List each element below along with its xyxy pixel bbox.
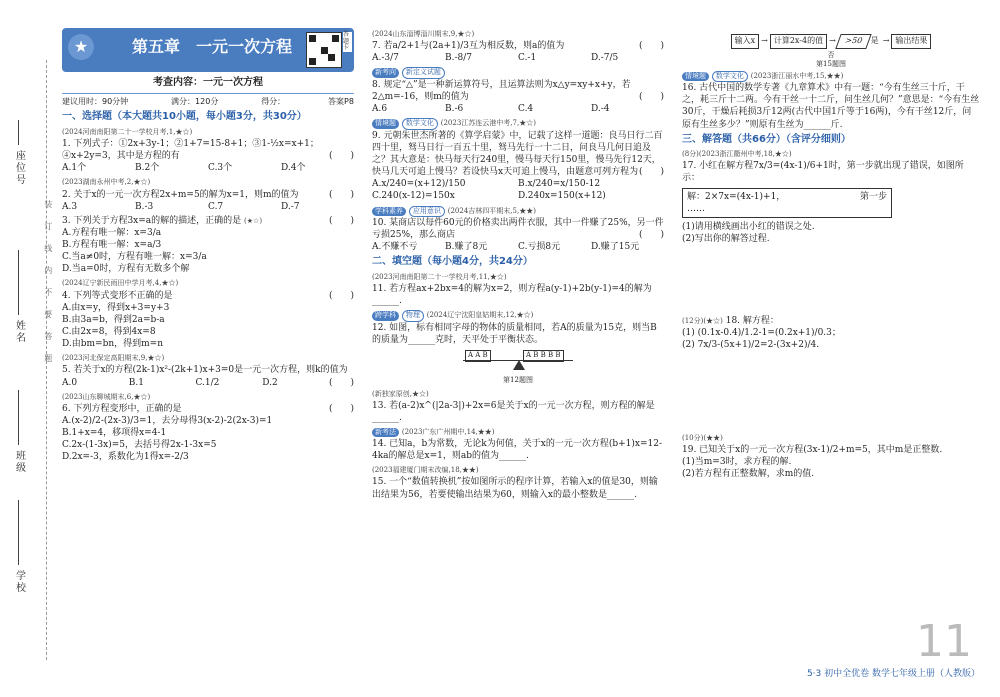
q3-opt-c: C.当a≠0时，方程有唯一解：x=3/a (62, 252, 207, 263)
q6-opt-c: C.2x-(1-3x)=5，去括号得2x-1-3x=5 (62, 440, 217, 451)
q16-tag: 情境题 (682, 72, 709, 81)
time-info: 建议用时：90分钟 (62, 96, 129, 106)
q6-opt-b: B.1+x=4，移项得x=4-1 (62, 428, 167, 439)
class-line (18, 390, 19, 445)
question-19 (682, 432, 980, 481)
flow-calc: 计算2x-4的值 (770, 34, 827, 49)
q10-opt-a: A.不赚不亏 (372, 242, 418, 253)
question-12 (372, 309, 664, 385)
q7-opt-b: B.-8/7 (445, 53, 472, 64)
question-14 (372, 426, 664, 462)
q3-source: (★☆) (244, 216, 263, 225)
q2-stem: 2. 关于x的一元一次方程2x+m=5的解为x=1，则m的值为 (62, 189, 299, 200)
q2-opt-b: B.-3 (135, 201, 154, 212)
question-13 (372, 388, 664, 424)
q7-opt-a: A.-3/7 (372, 53, 399, 64)
question-2: (2023湖南永州中考,2,★☆) 2. 关于x的一元一次方程2x+m=5的解为x=1，则m的值为 ( ) A.3 B.-3 C.7 D.-7 (62, 178, 354, 212)
q9-opt-c: C.240(x-12)=150x (372, 191, 455, 202)
name-line (18, 250, 19, 315)
q19-sub2: (2)若方程有正整数解，求m的值. (682, 469, 815, 479)
school-line (18, 500, 19, 565)
binding-margin (0, 0, 58, 697)
q13-source: (新独家原创,★☆) (372, 389, 429, 398)
q18-eq1: (1) (0.1x-0.4)/1.2-1=(0.2x+1)/0.3； (682, 328, 841, 339)
q10-tag2: 应用意识 (409, 206, 445, 217)
q16-stem: 16. 古代中国的数学专著《九章算术》中有一题：“今有生丝三十斤，干之，耗三斤十二两。今有干丝一十二斤，问生丝几何？”意思是：“今有生丝30斤，干燥后耗损3斤12两(古代中国1斤等于16两)，今有干丝12斤，问原有生丝多少？”则原有生丝为______斤. (682, 83, 980, 130)
q4-opt-d: D.由bm=bn，得到m=n (62, 339, 164, 350)
score-info: 满分：120分 (171, 96, 219, 106)
q2-opt-c: C.7 (208, 201, 224, 212)
column-2 (372, 28, 664, 503)
q5-source: (2023河北保定高阳期末,9,★☆) (62, 354, 165, 363)
page-number: 11 (916, 616, 972, 667)
q8-opt-d: D.-4 (591, 104, 610, 115)
q17-work-box (682, 188, 892, 218)
question-17 (682, 148, 980, 245)
exam-info (62, 97, 354, 108)
q18-stem: 18. 解方程： (725, 316, 779, 327)
q9-source: (2023江苏连云港中考,7,★☆) (440, 119, 536, 128)
flow-output: 输出结果 (891, 34, 931, 49)
column-1 (62, 28, 354, 466)
q3-opt-d: D.当a=0时，方程有无数多个解 (62, 264, 190, 275)
q12-tag: 跨学科 (372, 311, 399, 320)
q5-opt-a: A.0 (62, 377, 78, 388)
q14-stem: 14. 已知a，b为常数，无论k为何值，关于x的一元一次方程(b+1)x=12-4ka的解总是x=1，则ab的值为______. (372, 439, 662, 462)
q6-opt-a: A.(x-2)/2-(2x-3)/3=1，去分母得3(x-2)-2(2x-3)=1 (62, 416, 273, 427)
q12-stem: 12. 如图，标有相同字母的物体的质量相同，若A的质量为15克，则当B的质量为______克时，天平处于平衡状态。 (372, 322, 657, 345)
q4-stem: 4. 下列等式变形不正确的是 (62, 290, 173, 301)
q5-stem: 5. 若关于x的方程(2k-1)x²-(2k+1)x+3=0是一元一次方程，则k的值为 (62, 365, 348, 376)
q8-stem: 8. 规定“△”是一种新运算符号，且运算法则为x△y=xy+x+y，若2△m=-16，则m的值为 (372, 79, 631, 102)
chapter-header (62, 28, 354, 72)
balance-pivot (513, 360, 525, 370)
qr-code-icon[interactable] (306, 32, 342, 68)
section-fill-title: 二、填空题（每小题4分，共24分） (372, 256, 533, 268)
q11-stem: 11. 若方程ax+2bx=4的解为x=2，则方程a(y-1)+2b(y-1)=4的解为______. (372, 284, 652, 307)
q12-caption: 第12题图 (503, 376, 533, 385)
q17-work: 解：2×7x=(4x-1)+1， (687, 191, 786, 202)
school-label: 学校 (13, 570, 25, 594)
q9-tag2: 数学文化 (402, 118, 438, 129)
q19-source: (10分)(★★) (682, 433, 723, 442)
question-15 (372, 464, 664, 500)
q17-sub2: (2)写出你的解答过程. (682, 234, 770, 245)
q16-tag2: 数学文化 (712, 71, 748, 82)
q2-opt-d: D.-7 (281, 201, 300, 212)
question-4: (2024辽宁新民雨田中学月考,4,★☆) 4. 下列等式变形不正确的是 ( ) A.由x=y，得到x+3=y+3 B.由3a=b，得到2a=b-a C.由2x=8，得到4x=8 D.由bm=bn，得到m=n (62, 279, 354, 350)
q14-tag: 新考法 (372, 428, 399, 437)
class-label: 班级 (13, 450, 25, 474)
q1-stem: 1. 下列式子：①2x+3y-1；②1+7=15-8+1；③1-½x=x+1；④x+2y=3，其中是方程的有 (62, 138, 319, 162)
question-7: (2024山东淄博淄川期末,9,★☆) 7. 若a/2+1与(2a+1)/3互为相反数，则a的值为 ( ) A.-3/7 B.-8/7 C.-1 D.-7/5 (372, 30, 664, 64)
question-3: 3. 下列关于方程3x=a的解的描述，正确的是 (★☆) ( ) A.方程有唯一解：x=3/a B.方程有唯一解：x=a/3 C.当a≠0时，方程有唯一解：x=3/a D.当a=0时，方程有无数多个解 (62, 215, 354, 275)
q13-stem: 13. 若(a-2)x^(|2a-3|)+2x=6是关于x的一元一次方程，则方程的解是______. (372, 400, 655, 423)
q15-source: (2023福建厦门期末改编,18,★★) (372, 466, 479, 475)
q9-tag: 情境题 (372, 119, 399, 128)
q8-opt-b: B.-6 (445, 104, 464, 115)
exam-scope: 考查内容：一元一次方程 (62, 76, 354, 94)
q3-opt-a: A.方程有唯一解：x=3/a (62, 227, 162, 238)
q10-opt-b: B.赚了8元 (445, 242, 488, 253)
flowchart: 输入x → 计算2x-4的值 → >50 是 → 输出结果 (682, 34, 980, 49)
q12-tag2: 物理 (402, 310, 424, 321)
q9-opt-b: B.x/240=x/150-12 (518, 179, 601, 190)
question-16 (682, 70, 980, 131)
q17-source: (8分)(2023浙江衢州中考,18,★☆) (682, 150, 792, 159)
q4-opt-b: B.由3a=b，得到2a=b-a (62, 314, 165, 325)
flow-cond: >50 (835, 34, 871, 49)
binding-warning: 装订线内不要答题 (43, 200, 53, 376)
seat-line (18, 120, 19, 145)
question-8: 新考向 新定义试题 8. 规定“△”是一种新运算符号，且运算法则为x△y=xy+x+y，若2△m=-16，则m的值为 ( ) A.6 B.-6 C.4 D.-4 (372, 68, 664, 115)
q17-step: 第一步 (859, 191, 887, 202)
question-10: 学科素养 应用意识 (2024吉林四平期末,5,★★) 10. 某商店以每件60元的价格卖出两件衣服，其中一件赚了25%，另一件亏损25%，那么商店 ( ) A.不赚不亏 B.赚了8元 C.亏损8元 D.赚了15元 (372, 206, 664, 253)
q2-source: (2023湖南永州中考,2,★☆) (62, 178, 151, 187)
q7-source: (2024山东淄博淄川期末,9,★☆) (372, 30, 475, 38)
q9-opt-d: D.240x=150(x+12) (518, 191, 606, 202)
q7-opt-c: C.-1 (518, 53, 537, 64)
chapter-title: 第五章 一元一次方程 (132, 37, 293, 56)
answer-ref: 答案P8 (328, 96, 354, 106)
q5-opt-b: B.1 (128, 377, 144, 388)
q12-source: (2024辽宁沈阳皇姑期末,12,★☆) (426, 311, 534, 320)
q19-stem: 19. 已知关于x的一元一次方程(3x-1)/2+m=5，其中m是正整数. (682, 444, 943, 455)
q10-tag: 学科素养 (372, 207, 406, 216)
q6-opt-d: D.2x=-3，系数化为1得x=-2/3 (62, 452, 189, 463)
q1-opt-c: C.3个 (208, 163, 233, 174)
q9-stem: 9. 元朝朱世杰所著的《算学启蒙》中，记载了这样一道题：良马日行二百四十里，驽马日行一百五十里，驽马先行一十二日，问良马几何日追及之？其大意是：快马每天行240里，慢马每天行150里，慢马先行12天，快马几天可追上慢马？若设快马x天可追上慢马，由题意可列方程为 (372, 130, 663, 178)
star-icon: ★ (68, 34, 94, 60)
seat-label: 座位号 (13, 150, 25, 186)
q7-opt-d: D.-7/5 (591, 53, 619, 64)
q8-opt-a: A.6 (372, 104, 388, 115)
q18-source: (12分)(★☆) (682, 317, 723, 326)
flow-input: 输入x (731, 34, 760, 49)
balance-right-pan: A B B B B (523, 350, 564, 361)
section-choice-title: 一、选择题（本大题共10小题，每小题3分，共30分） (62, 111, 307, 123)
flow-yes: 是 (870, 36, 879, 45)
q1-opt-a: A.1个 (62, 163, 87, 174)
q8-tag: 新考向 (372, 68, 399, 77)
q4-opt-c: C.由2x=8，得到4x=8 (62, 327, 156, 338)
q19-sub1: (1)当m=3时，求方程的解. (682, 456, 792, 467)
q15-stem: 15. 一个“数值转换机”按如图所示的程序计算，若输入x的值是30，则输出结果为56，若要使输出结果为60，则输入x的最小整数是______. (372, 477, 658, 500)
q16-source: (2023浙江丽水中考,15,★★) (750, 71, 844, 80)
question-1: (2024河南南阳第二十一学校月考,1,★☆) 1. 下列式子：①2x+3y-1；②1+7=15-8+1；③1-½x=x+1；④x+2y=3，其中是方程的有 ( ) A.1个 B.2个 C.3个 D.4个 (62, 127, 354, 174)
balance-figure (463, 348, 573, 374)
flow-no: 否 (827, 50, 835, 59)
q10-source: (2024吉林四平期末,5,★★) (447, 206, 536, 215)
column-3 (682, 34, 980, 482)
q17-stem: 17. 小红在解方程7x/3=(4x-1)/6+1时，第一步就出现了错误，如图所示： (682, 161, 964, 184)
q8-opt-c: C.4 (518, 104, 534, 115)
question-9: 情境题 数学文化 (2023江苏连云港中考,7,★☆) 9. 元朝朱世杰所著的《算学启蒙》中，记载了这样一道题：良马日行二百四十里，驽马日行一百五十里，驽马先行一十二日，问良马几何日追及之？其大意是：快马每天行240里，慢马每天行150里，慢马先行12天，快马几天可追上慢马？若设快马x天可追上慢马，由题意可列方程为 ( ) A.x/240=(x+12)/150 B.x/240=x/150-12 C.240(x-12)=150x D.240x=150(x+12) (372, 119, 664, 202)
q1-opt-b: B.2个 (135, 163, 160, 174)
q1-source: (2024河南南阳第二十一学校月考,1,★☆) (62, 127, 193, 136)
name-label: 姓名 (13, 320, 25, 344)
q3-opt-b: B.方程有唯一解：x=a/3 (62, 240, 162, 251)
q1-opt-d: D.4个 (281, 163, 306, 174)
question-11 (372, 271, 664, 307)
q2-opt-a: A.3 (62, 201, 78, 212)
q8-tag2: 新定义试题 (402, 67, 445, 78)
q7-stem: 7. 若a/2+1与(2a+1)/3互为相反数，则a的值为 (372, 41, 565, 52)
q18-eq2: (2) 7x/3-(5x+1)/2=2-(3x+2)/4. (682, 340, 820, 351)
q5-opt-c: C.1/2 (195, 377, 220, 388)
q11-source: (2023河南南阳第二十一学校月考,11,★☆) (372, 272, 507, 281)
q6-stem: 6. 下列方程变形中，正确的是 (62, 403, 182, 414)
section-answer-title: 三、解答题（共66分）（含评分细则） (682, 133, 851, 145)
q10-stem: 10. 某商店以每件60元的价格卖出两件衣服，其中一件赚了25%，另一件亏损25%，那么商店 (372, 218, 664, 241)
question-5: (2023河北保定高阳期末,9,★☆) 5. 若关于x的方程(2k-1)x²-(2k+1)x+3=0是一元一次方程，则k的值为 ( ) A.0 B.1 C.1/2 D.2 (62, 354, 354, 388)
q6-source: (2023山东聊城期末,6,★☆) (62, 392, 151, 401)
balance-left-pan: A A B (465, 350, 491, 361)
q17-sub1: (1)请用横线画出小红的错误之处. (682, 221, 815, 232)
question-18 (682, 315, 980, 351)
question-6: (2023山东聊城期末,6,★☆) 6. 下列方程变形中，正确的是 ( ) A.(x-2)/2-(2x-3)/3=1，去分母得3(x-2)-2(2x-3)=1 B.1+x=4，移项得x=4-1 C.2x-(1-3x)=5，去括号得2x-1-3x=5 D.2x=-3，系数化为1得x=-2/3 (62, 392, 354, 463)
q5-opt-d: D.2 (262, 377, 278, 388)
q10-opt-d: D.赚了15元 (591, 242, 640, 253)
q15-caption: 第15题图 (816, 60, 846, 69)
q10-opt-c: C.亏损8元 (518, 242, 561, 253)
footer: 5·3 初中全优卷 数学七年级上册（人教版） (806, 669, 980, 679)
q14-source: (2023广东广州期中,14,★★) (401, 427, 495, 436)
get-info: 得分： (261, 96, 286, 106)
q4-opt-a: A.由x=y，得到x+3=y+3 (62, 302, 170, 313)
qr-label: 答题卡 (343, 32, 352, 52)
q3-stem: 3. 下列关于方程3x=a的解的描述，正确的是 (62, 215, 242, 226)
q4-source: (2024辽宁新民雨田中学月考,4,★☆) (62, 279, 179, 288)
q9-opt-a: A.x/240=(x+12)/150 (372, 179, 466, 190)
q17-dots: …… (687, 203, 705, 214)
